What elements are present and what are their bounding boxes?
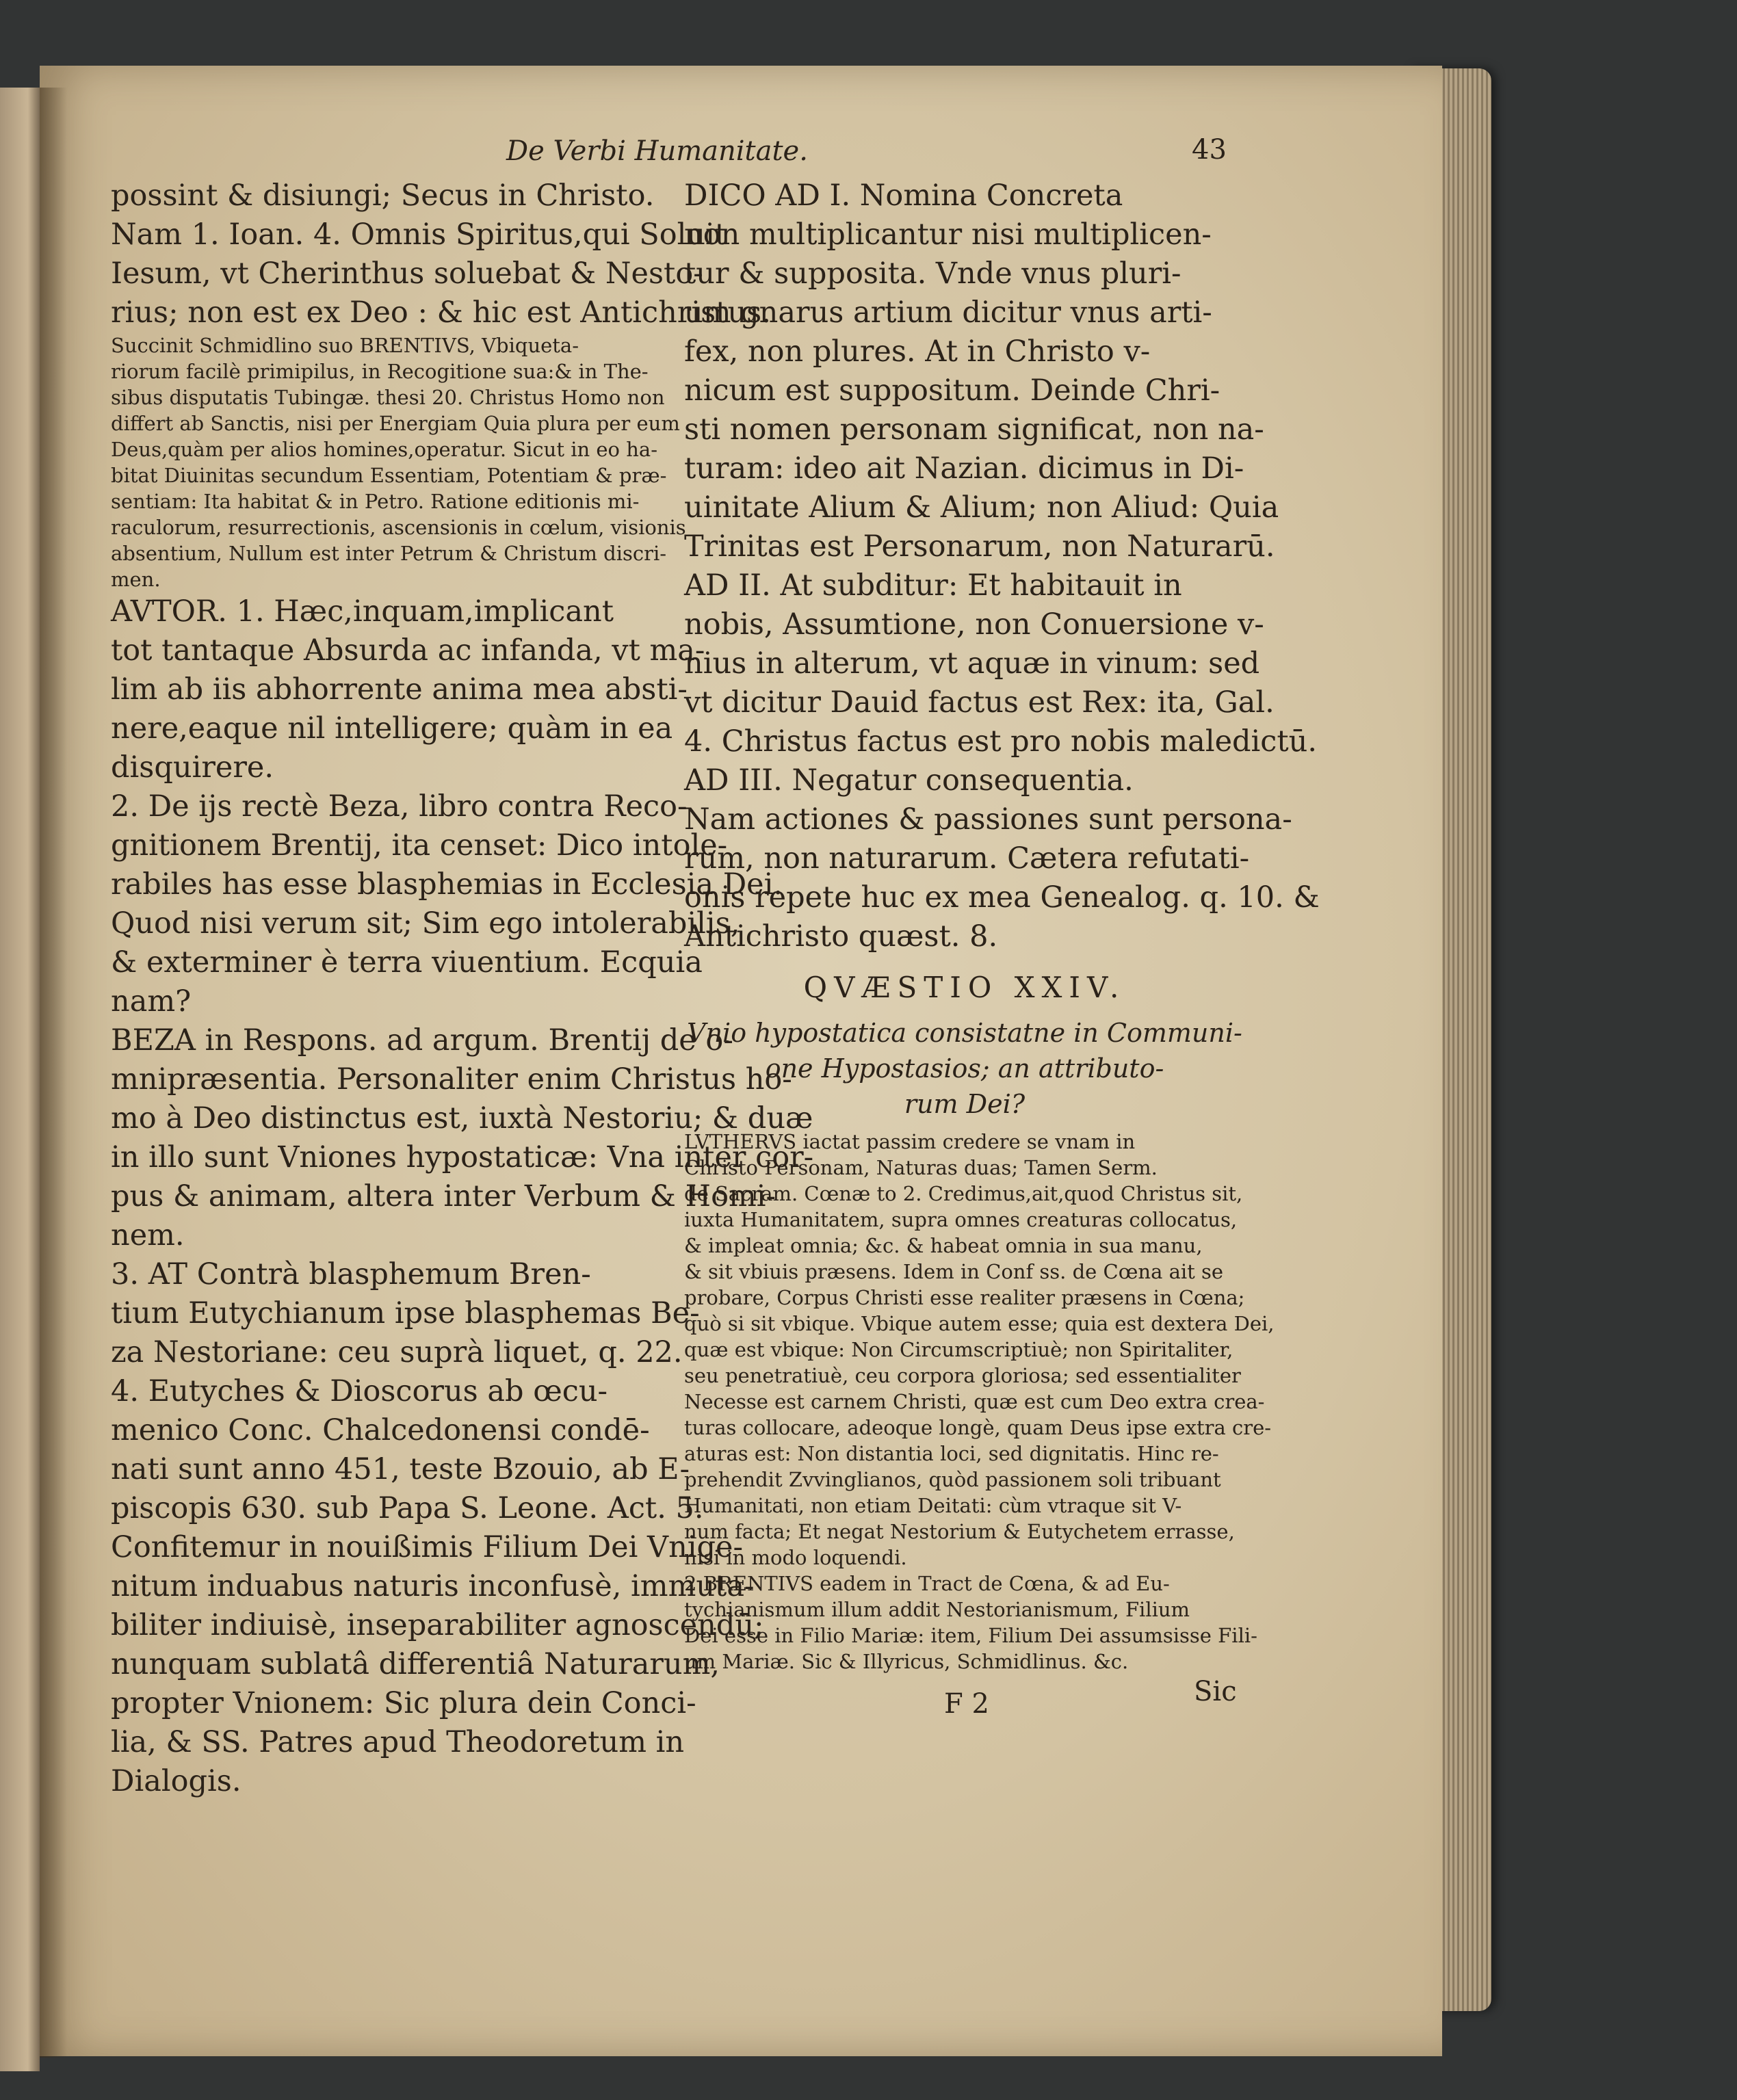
question-heading: QVÆSTIO XXIV. bbox=[803, 971, 1126, 1004]
text-line: AD II. At subditur: Et habitauit in bbox=[684, 568, 1182, 603]
text-line: possint & disiungi; Secus in Christo. bbox=[111, 179, 655, 213]
footnote-line: probare, Corpus Christi esse realiter præsens in Cœna; bbox=[684, 1286, 1245, 1309]
running-head: De Verbi Humanitate. bbox=[506, 135, 808, 167]
footnote-line: de Sacram. Cœnæ to 2. Credimus,ait,quod Christus sit, bbox=[684, 1182, 1243, 1205]
text-line: mo à Deo distinctus est, iuxtà Nestoriu; & duæ bbox=[111, 1101, 813, 1136]
footnote-line: & impleat omnia; &c. & habeat omnia in sua manu, bbox=[684, 1234, 1203, 1257]
text-line: Confitemur in nouißimis Filium Dei Vnige- bbox=[111, 1530, 744, 1564]
text-line: Quod nisi verum sit; Sim ego intolerabilis, bbox=[111, 906, 740, 941]
text-line: bitat Diuinitas secundum Essentiam, Potentiam & præ- bbox=[111, 464, 667, 487]
text-line: disquirere. bbox=[111, 750, 274, 785]
text-line: um gnarus artium dicitur vnus arti- bbox=[684, 296, 1212, 330]
text-line: raculorum, resurrectionis, ascensionis in cœlum, visionis bbox=[111, 516, 686, 539]
text-line: non multiplicantur nisi multiplicen- bbox=[684, 218, 1212, 252]
footnote-line: turas collocare, adeoque longè, quam Deus ipse extra cre- bbox=[684, 1416, 1272, 1439]
page-number: 43 bbox=[1192, 134, 1227, 166]
footnote-line: num facta; Et negat Nestorium & Eutychetem errasse, bbox=[684, 1520, 1235, 1543]
text-line: za Nestoriane: ceu suprà liquet, q. 22. bbox=[111, 1335, 683, 1369]
text-line: AD III. Negatur consequentia. bbox=[684, 763, 1134, 798]
text-line: differt ab Sanctis, nisi per Energiam Quia plura per eum bbox=[111, 412, 680, 435]
footnote-line: LVTHERVS iactat passim credere se vnam in bbox=[684, 1130, 1136, 1153]
text-line: in illo sunt Vniones hypostaticæ: Vna inter cor- bbox=[111, 1140, 814, 1174]
footnote-line: Dei esse in Filio Mariæ: item, Filium Dei assumsisse Fili- bbox=[684, 1624, 1257, 1647]
catchword: Sic bbox=[1194, 1676, 1237, 1707]
page-gutter-shadow bbox=[40, 88, 67, 2058]
text-line: nunquam sublatâ differentiâ Naturarum, bbox=[111, 1647, 720, 1681]
footnote-line: iuxta Humanitatem, supra omnes creaturas collocatus, bbox=[684, 1208, 1238, 1231]
text-line: fex, non plures. At in Christo v- bbox=[684, 334, 1151, 369]
text-line: riorum facilè primipilus, in Recogitione sua:& in The- bbox=[111, 360, 649, 383]
text-line: 4. Christus factus est pro nobis maledictū. bbox=[684, 724, 1318, 759]
text-line: propter Vnionem: Sic plura dein Conci- bbox=[111, 1686, 696, 1720]
footnote-line: prehendit Zvvinglianos, quòd passionem soli tribuant bbox=[684, 1468, 1221, 1491]
footnote-line: & sit vbiuis præsens. Idem in Conf ss. de Cœna ait se bbox=[684, 1260, 1224, 1283]
text-line: Succinit Schmidlino suo BRENTIVS, Vbiqueta- bbox=[111, 334, 579, 357]
text-line: Nam actiones & passiones sunt persona- bbox=[684, 802, 1292, 837]
text-line: nitum induabus naturis inconfusè, immuta- bbox=[111, 1569, 755, 1603]
footnote-line: nisi in modo loquendi. bbox=[684, 1546, 907, 1569]
text-line: nobis, Assumtione, non Conuersione v- bbox=[684, 607, 1264, 642]
text-line: Trinitas est Personarum, non Naturarū. bbox=[684, 529, 1275, 564]
text-line: nam? bbox=[111, 984, 192, 1019]
text-line: nere,eaque nil intelligere; quàm in ea bbox=[111, 711, 673, 746]
question-title-line: Vnio hypostatica consistatne in Communi- bbox=[687, 1018, 1242, 1048]
text-line: mnipræsentia. Personaliter enim Christus ho- bbox=[111, 1062, 792, 1097]
text-line: biliter indiuisè, inseparabiliter agnoscendū; bbox=[111, 1608, 764, 1642]
text-line: Iesum, vt Cherinthus soluebat & Nesto- bbox=[111, 257, 703, 291]
question-title-line: rum Dei? bbox=[904, 1089, 1026, 1119]
question-title-line: one Hypostasios; an attributo- bbox=[765, 1053, 1164, 1084]
text-line: DICO AD I. Nomina Concreta bbox=[684, 179, 1123, 213]
text-line: 4. Eutyches & Dioscorus ab œcu- bbox=[111, 1374, 608, 1408]
text-line: turam: ideo ait Nazian. dicimus in Di- bbox=[684, 451, 1244, 486]
text-line: AVTOR. 1. Hæc,inquam,implicant bbox=[111, 594, 614, 629]
text-line: rabiles has esse blasphemias in Ecclesia Dei. bbox=[111, 867, 783, 902]
text-line: nem. bbox=[111, 1218, 185, 1252]
footnote-line: seu penetratiuè, ceu corpora gloriosa; sed essentialiter bbox=[684, 1364, 1241, 1387]
text-line: onis repete huc ex mea Genealog. q. 10. & bbox=[684, 880, 1320, 915]
text-line: men. bbox=[111, 568, 161, 591]
text-line: sti nomen personam significat, non na- bbox=[684, 412, 1264, 447]
footnote-line: Necesse est carnem Christi, quæ est cum Deo extra crea- bbox=[684, 1390, 1265, 1413]
text-line: lia, & SS. Patres apud Theodoretum in bbox=[111, 1725, 685, 1759]
text-line: pus & animam, altera inter Verbum & Homi- bbox=[111, 1179, 776, 1213]
text-line: Dialogis. bbox=[111, 1764, 241, 1798]
text-line: 3. AT Contrà blasphemum Bren- bbox=[111, 1257, 591, 1291]
text-line: nati sunt anno 451, teste Bzouio, ab E- bbox=[111, 1452, 690, 1486]
text-line: 2. De ijs rectè Beza, libro contra Reco- bbox=[111, 789, 688, 824]
right-text-column bbox=[684, 176, 1320, 1675]
footnote-line: aturas est: Non distantia loci, sed dignitatis. Hinc re- bbox=[684, 1442, 1219, 1465]
text-line: & exterminer è terra viuentium. Ecquia bbox=[111, 945, 703, 980]
text-line: absentium, Nullum est inter Petrum & Christum discri- bbox=[111, 542, 667, 565]
text-line: nicum est suppositum. Deinde Chri- bbox=[684, 373, 1220, 408]
footnote-line: quæ est vbique: Non Circumscriptiuè; non Spiritaliter, bbox=[684, 1338, 1233, 1361]
text-line: tium Eutychianum ipse blasphemas Be- bbox=[111, 1296, 700, 1330]
text-line: Antichristo quæst. 8. bbox=[684, 919, 998, 954]
text-line: rius; non est ex Deo : & hic est Antichristus. bbox=[111, 296, 771, 330]
text-line: gnitionem Brentij, ita censet: Dico intole- bbox=[111, 828, 728, 863]
footnote-line: quò si sit vbique. Vbique autem esse; quia est dextera Dei, bbox=[684, 1312, 1275, 1335]
footnote-line: um Mariæ. Sic & Illyricus, Schmidlinus. &c. bbox=[684, 1650, 1129, 1673]
footnote-line: tychianismum illum addit Nestorianismum, Filium bbox=[684, 1598, 1190, 1621]
text-line: sentiam: Ita habitat & in Petro. Ratione editionis mi- bbox=[111, 490, 640, 513]
text-line: nius in alterum, vt aquæ in vinum: sed bbox=[684, 646, 1260, 681]
footnote-line: 2 BRENTIVS eadem in Tract de Cœna, & ad Eu- bbox=[684, 1572, 1170, 1595]
text-line: sibus disputatis Tubingæ. thesi 20. Christus Homo non bbox=[111, 386, 665, 409]
text-line: BEZA in Respons. ad argum. Brentij de o- bbox=[111, 1023, 733, 1058]
text-line: piscopis 630. sub Papa S. Leone. Act. 5. bbox=[111, 1491, 704, 1525]
text-line: tot tantaque Absurda ac infanda, vt ma- bbox=[111, 633, 705, 668]
text-line: menico Conc. Chalcedonensi condē- bbox=[111, 1413, 650, 1447]
text-line: tur & supposita. Vnde vnus pluri- bbox=[684, 257, 1181, 291]
signature-mark: F 2 bbox=[944, 1688, 989, 1720]
text-line: rum, non naturarum. Cætera refutati- bbox=[684, 841, 1250, 876]
text-line: vt dicitur Dauid factus est Rex: ita, Gal. bbox=[684, 685, 1275, 720]
text-line: Deus,quàm per alios homines,operatur. Sicut in eo ha- bbox=[111, 438, 657, 461]
text-line: Nam 1. Ioan. 4. Omnis Spiritus,qui Soluit bbox=[111, 218, 727, 252]
text-line: lim ab iis abhorrente anima mea absti- bbox=[111, 672, 688, 707]
footnote-line: Christo Personam, Naturas duas; Tamen Serm. bbox=[684, 1156, 1158, 1179]
text-line: uinitate Alium & Alium; non Aliud: Quia bbox=[684, 490, 1279, 525]
footnote-line: Humanitati, non etiam Deitati: cùm vtraque sit V- bbox=[684, 1494, 1182, 1517]
facing-page-edge bbox=[0, 88, 40, 2071]
